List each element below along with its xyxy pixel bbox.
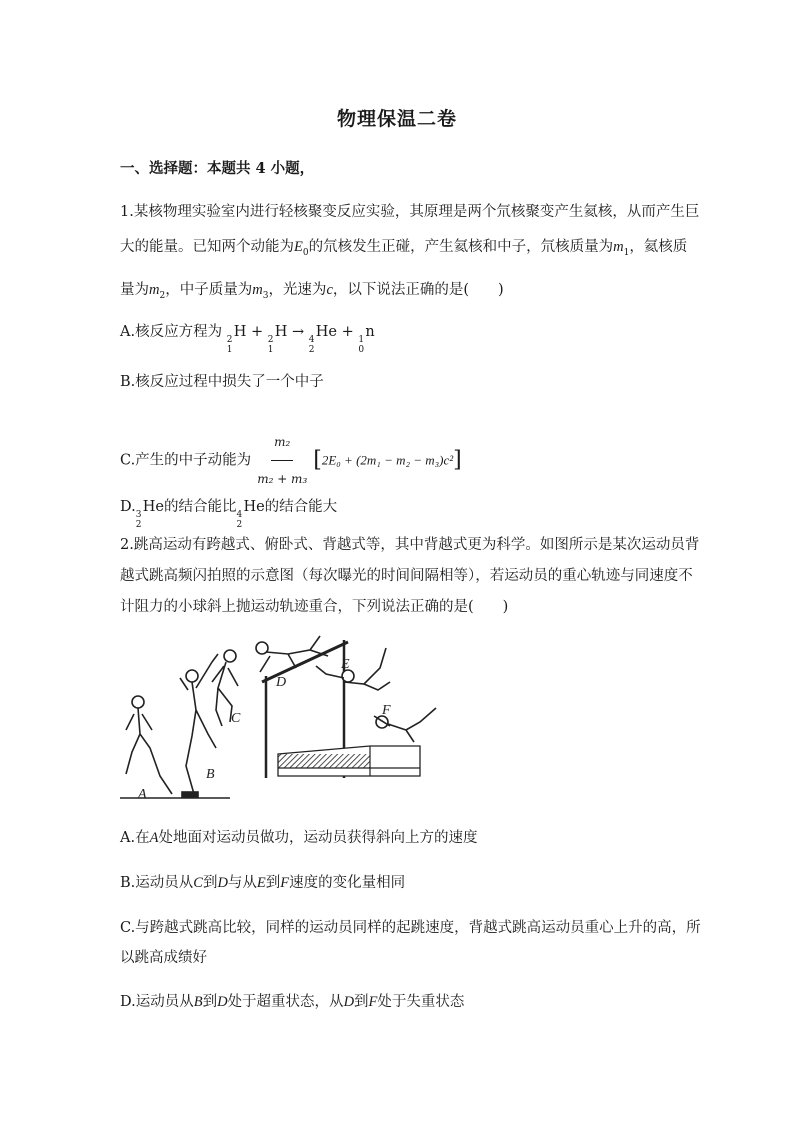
fraction: $\frac{\text{m₂}}{\text{m₂ + m₃}}$ bbox=[254, 425, 310, 496]
q1-stem-line1: 1.某核物理实验室内进行轻核聚变反应实验，其原理是两个氘核聚变产生氦核，从而产生巨 bbox=[120, 204, 700, 220]
page-title: 物理保温二卷 bbox=[336, 108, 457, 130]
figure-label-c: C bbox=[231, 711, 241, 726]
landing-mat-hatch bbox=[278, 754, 370, 768]
figure-label-d: D bbox=[276, 675, 287, 690]
high-jump-figure bbox=[120, 626, 440, 804]
q2-stem-line1: 2.跳高运动有跨越式、俯卧式、背越式等，其中背越式更为科学。如图所示是某次运动员背 bbox=[120, 537, 700, 553]
q1-stem-line2: 大的能量。已知两个动能为$E_0$的氘核发生正碰，产生氦核和中子，氘核质量为$m_1$，氦核质 bbox=[120, 239, 688, 258]
q1-option-b: B.核反应过程中损失了一个中子 bbox=[120, 374, 324, 390]
q1-option-d: D. 3 2 He的结合能比 4 2 He的结合能大 bbox=[120, 499, 338, 530]
q2-option-c-line1: C.与跨越式跳高比较，同样的运动员同样的起跳速度，背越式跳高运动员重心上升的高，所 bbox=[120, 920, 701, 936]
q2-option-d: D.运动员从B到D处于超重状态，从D到F处于失重状态 bbox=[120, 994, 465, 1010]
q1-option-a: A.核反应方程为 2 1 H + 2 1 H → 4 2 He + 1 0 n bbox=[120, 324, 375, 355]
q2-stem-line2: 越式跳高频闪拍照的示意图（每次曝光的时间间隔相等），若运动员的重心轨迹与同速度不 bbox=[120, 568, 693, 584]
q2-option-a: A.在A处地面对运动员做功，运动员获得斜向上方的速度 bbox=[120, 830, 478, 846]
figure-label-f: F bbox=[382, 703, 391, 718]
figure-label-e: E bbox=[341, 657, 350, 672]
athlete-e bbox=[316, 648, 390, 690]
figure-label-a: A bbox=[138, 787, 147, 802]
figure-label-b: B bbox=[206, 767, 215, 782]
section-heading: 一、选择题：本题共 4 小题， bbox=[120, 160, 315, 177]
q1-stem-line3: 量为$m_2$，中子质量为$m_3$，光速为c，以下说法正确的是( ) bbox=[120, 282, 504, 301]
q1-option-c: C.产生的中子动能为 $\frac{\text{m₂}}{\text{m₂ + m₃}}$ [2E₀ + (2m₁ − m₂ − m₃)c²] bbox=[120, 425, 462, 496]
athlete-a bbox=[126, 696, 172, 794]
q2-option-c-line2: 以跳高成绩好 bbox=[120, 950, 207, 966]
q2-stem-line3: 计阻力的小球斜上抛运动轨迹重合，下列说法正确的是( ) bbox=[120, 599, 509, 615]
q2-option-b: B.运动员从C到D与从E到F速度的变化量相同 bbox=[120, 875, 406, 891]
